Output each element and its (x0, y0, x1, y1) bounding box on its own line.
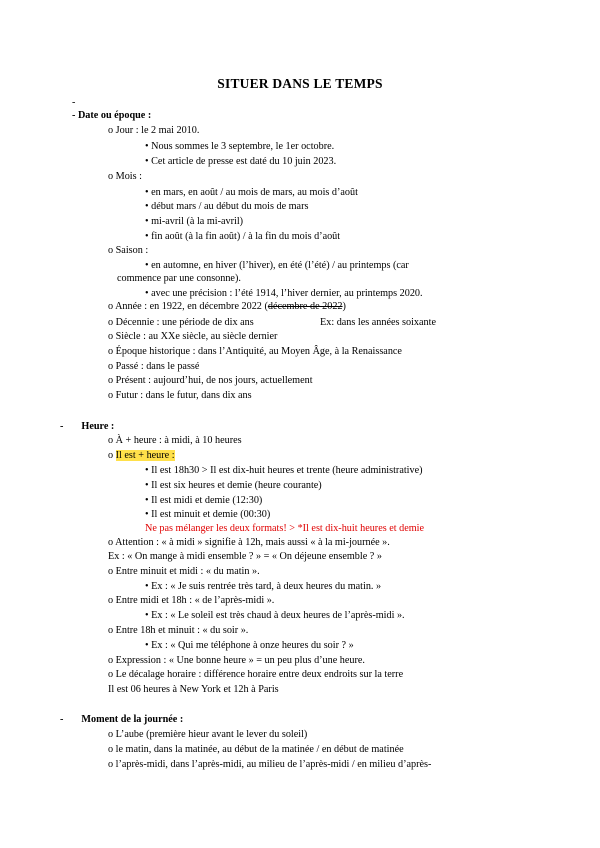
line-text: Attention : « à midi » signifie à 12h, mais aussi « à la mi-journée ». (115, 537, 390, 548)
document-line (145, 200, 308, 213)
document-line (145, 215, 243, 228)
document-line (72, 109, 151, 122)
list-marker: • (145, 260, 152, 271)
document-line (108, 374, 313, 387)
document-line (108, 124, 199, 137)
list-marker: - (72, 97, 76, 108)
document-line (108, 743, 404, 756)
list-marker: • (145, 156, 152, 167)
document-line (108, 594, 274, 607)
document-line (108, 244, 148, 257)
list-marker: - (60, 421, 64, 432)
list-marker: o (108, 331, 116, 342)
line-text: Siècle : au XXe siècle, au siècle dernier (115, 331, 278, 342)
line-text: Entre midi et 18h : « de l’après-midi ». (115, 595, 275, 606)
document-line (72, 96, 75, 109)
line-text: Ne pas mélanger les deux formats! > *Il est dix-huit heures et demie (145, 523, 425, 534)
list-marker: • (145, 610, 152, 621)
line-text: mi-avril (à la mi-avril) (151, 216, 244, 227)
list-marker: • (145, 187, 152, 198)
document-line (108, 668, 403, 681)
document-line (145, 494, 262, 507)
line-text: Entre 18h et minuit : « du soir ». (115, 625, 249, 636)
line-text: L’aube (première hieur avant le lever du soleil) (115, 729, 308, 740)
line-text: Moment de la journée : (81, 714, 184, 725)
list-marker: • (145, 231, 152, 242)
line-text: Passé : dans le passé (115, 361, 200, 372)
list-marker: o (108, 759, 116, 770)
list-marker: o (108, 744, 116, 755)
line-text: le matin, dans la matinée, au début de la matinée / en début de matinée (115, 744, 404, 755)
line-text: Ex : « Qui me téléphone à onze heures du soir ? » (151, 640, 354, 651)
document-title: SITUER DANS LE TEMPS (217, 76, 383, 91)
document-line (108, 683, 279, 696)
list-marker: o (108, 301, 116, 312)
list-marker: o (108, 655, 116, 666)
document-line (145, 580, 381, 593)
line-text: Ex : « Le soleil est très chaud à deux heures de l’après-midi ». (151, 610, 405, 621)
list-marker: • (145, 640, 152, 651)
list-marker: • (145, 509, 152, 520)
list-marker: o (108, 245, 116, 256)
document-line (108, 624, 248, 637)
document-line (145, 155, 336, 168)
line-text: Il est six heures et demie (heure courante) (151, 480, 322, 491)
document-line (108, 360, 199, 373)
document-line (145, 639, 354, 652)
line-text: Cet article de presse est daté du 10 juin 2023. (151, 156, 337, 167)
document-line (145, 609, 405, 622)
document-line (108, 654, 365, 667)
line-text: Ex : « Je suis rentrée très tard, à deux heures du matin. » (151, 581, 382, 592)
document-line (145, 464, 423, 477)
document-line (108, 758, 431, 771)
line-text: Heure : (81, 421, 115, 432)
line-text: Il est minuit et demie (00:30) (151, 509, 271, 520)
line-text: Il est 18h30 > Il est dix-huit heures et trente (heure administrative) (151, 465, 423, 476)
line-text: Il est midi et demie (12:30) (151, 495, 263, 506)
list-marker: o (108, 361, 116, 372)
line-text: début mars / au début du mois de mars (151, 201, 309, 212)
document-line (145, 259, 409, 272)
line-text: commence par une consonne). (117, 273, 241, 284)
list-marker: o (108, 625, 116, 636)
line-text: en mars, en août / au mois de mars, au mois d’août (151, 187, 358, 198)
line-text: Ex : « On mange à midi ensemble ? » = « On déjeune ensemble ? » (108, 551, 382, 562)
list-marker: • (145, 288, 152, 299)
line-text: Année : en 1922, en décembre 2022 ( (115, 301, 268, 312)
example-note: Ex: dans les années soixante (320, 317, 436, 328)
document-line (145, 186, 358, 199)
list-marker: o (108, 729, 116, 740)
document-line (108, 300, 346, 313)
list-marker: • (145, 201, 152, 212)
document-line (108, 449, 175, 462)
document-line (108, 565, 260, 578)
document-line (108, 728, 307, 741)
document-line (60, 420, 114, 433)
document-line (108, 345, 402, 358)
document-line (145, 287, 423, 300)
document-line (108, 170, 142, 183)
document-line (145, 508, 270, 521)
list-marker: o (108, 435, 116, 446)
document-line (145, 140, 334, 153)
line-text: Le décalage horaire : différence horaire entre deux endroits sur la terre (115, 669, 404, 680)
line-text: Date ou époque : (77, 110, 152, 121)
document-line (108, 550, 382, 563)
list-marker: - (72, 110, 78, 121)
list-marker: • (145, 581, 152, 592)
document-line (108, 434, 242, 447)
list-marker: o (108, 595, 116, 606)
document-line (145, 479, 322, 492)
line-text: Futur : dans le futur, dans dix ans (115, 390, 252, 401)
list-marker: o (108, 450, 116, 461)
list-marker: o (108, 171, 116, 182)
line-tail: ) (342, 301, 346, 312)
line-text: Décennie : une période de dix ans (115, 317, 254, 328)
line-text: Expression : « Une bonne heure » = un peu plus d’une heure. (115, 655, 365, 666)
list-marker: • (145, 480, 152, 491)
line-text: Saison : (115, 245, 149, 256)
document-line (108, 316, 254, 329)
line-text: en automne, en hiver (l’hiver), en été (l’été) / au printemps (car (151, 260, 409, 271)
line-text: Époque historique : dans l’Antiquité, au Moyen Âge, à la Renaissance (115, 346, 402, 357)
line-text: Mois : (115, 171, 142, 182)
line-text: Entre minuit et midi : « du matin ». (115, 566, 260, 577)
document-line (108, 330, 277, 343)
line-text: À + heure : à midi, à 10 heures (115, 435, 242, 446)
struck-text: décembre de 2022 (267, 301, 343, 312)
line-text: Il est + heure : (115, 450, 175, 461)
document-line (145, 230, 340, 243)
document-line (145, 522, 424, 535)
list-marker: o (108, 125, 116, 136)
list-marker: - (60, 714, 64, 725)
list-marker: o (108, 537, 116, 548)
line-text: fin août (à la fin août) / à la fin du mois d’août (151, 231, 341, 242)
document-line (108, 536, 390, 549)
list-marker: o (108, 375, 116, 386)
list-marker: • (145, 141, 152, 152)
document-line (60, 713, 183, 726)
line-text: Présent : aujourd’hui, de nos jours, actuellement (115, 375, 313, 386)
line-text: l’après-midi, dans l’après-midi, au milieu de l’après-midi / en milieu d’après- (115, 759, 432, 770)
line-text: Jour : le 2 mai 2010. (115, 125, 200, 136)
list-marker: o (108, 390, 116, 401)
document-line (108, 389, 252, 402)
line-text: avec une précision : l’été 1914, l’hiver dernier, au printemps 2020. (151, 288, 423, 299)
list-marker: o (108, 346, 116, 357)
document-line (117, 272, 241, 285)
list-marker: o (108, 317, 116, 328)
line-text: Il est 06 heures à New York et 12h à Paris (108, 684, 279, 695)
list-marker: • (145, 495, 152, 506)
list-marker: • (145, 216, 152, 227)
list-marker: o (108, 566, 116, 577)
list-marker: • (145, 465, 152, 476)
line-text: Nous sommes le 3 septembre, le 1er octobre. (151, 141, 335, 152)
list-marker: o (108, 669, 116, 680)
